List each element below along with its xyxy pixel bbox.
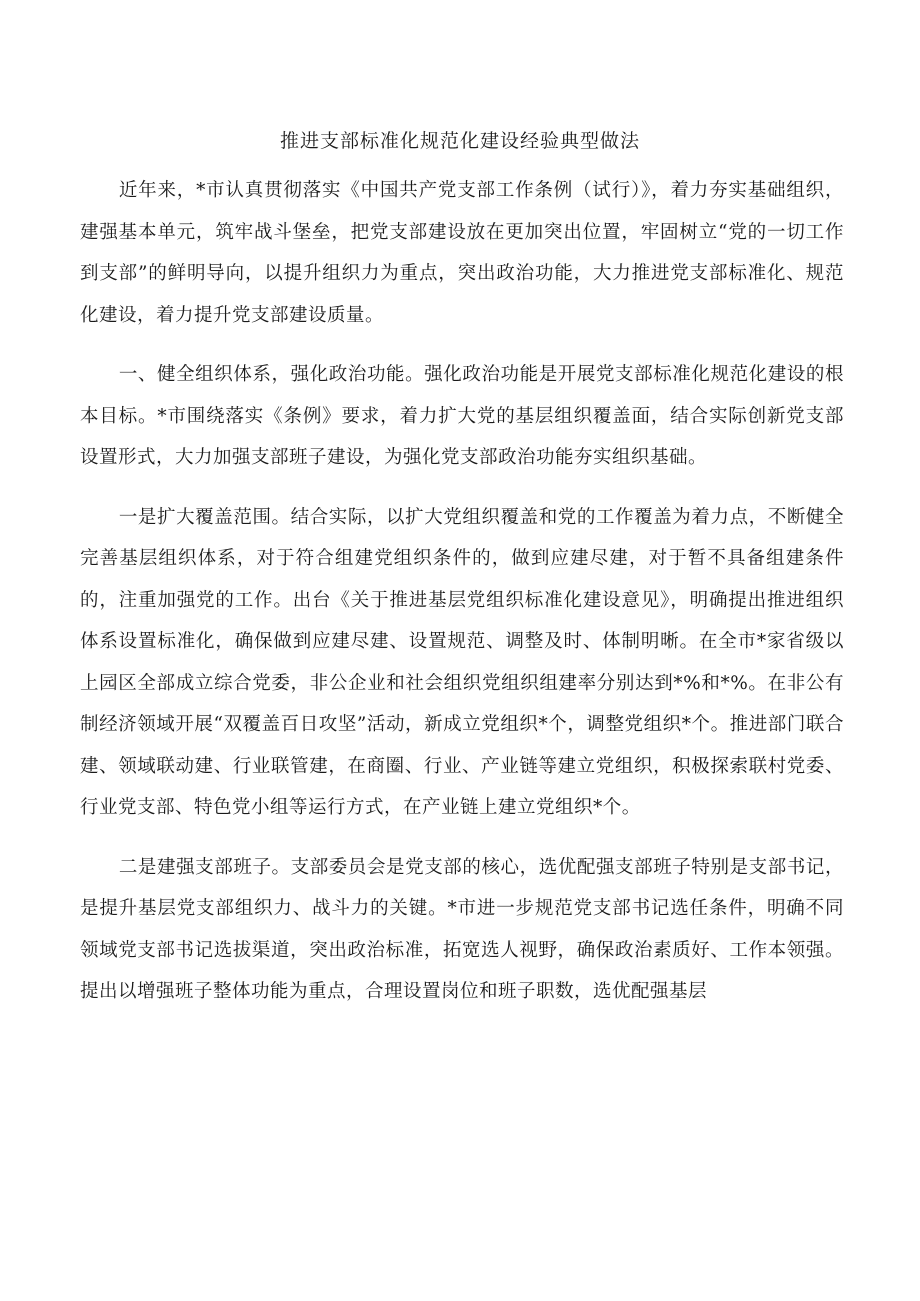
paragraph-strengthen-team: 二是建强支部班子。支部委员会是党支部的核心，选优配强支部班子特别是支部书记，是提升基层党支部组织力、战斗力的关键。*市进一步规范党支部书记选任条件，明确不同领域党支部书记选拔渠道，突出政治标准，拓宽选人视野，确保政治素质好、工作本领强。提出以增强班子整体功能为重点，合理设置岗位和班子职数，选优配强基层 bbox=[80, 856, 844, 1002]
paragraph-expand-coverage: 一是扩大覆盖范围。结合实际，以扩大党组织覆盖和党的工作覆盖为着力点，不断健全完善基层组织体系，对于符合组建党组织条件的，做到应建尽建，对于暂不具备组建条件的，注重加强党的工作。出台《关于推进基层党组织标准化建设意见》，明确提出推进组织体系设置标准化，确保做到应建尽建、设置规范、调整及时、体制明晰。在全市*家省级以上园区全部成立综合党委，非公企业和社会组织党组织组建率分别达到*%和*%。在非公有制经济领域开展“双覆盖百日攻坚”活动，新成立党组织*个，调整党组织*个。推进部门联合建、领域联动建、行业联管建，在商圈、行业、产业链等建立党组织，积极探索联村党委、行业党支部、特色党小组等运行方式，在产业链上建立党组织*个。 bbox=[80, 506, 844, 818]
document-title: 推进支部标准化规范化建设经验典型做法 bbox=[279, 130, 640, 152]
paragraph-section-one: 一、健全组织体系，强化政治功能。强化政治功能是开展党支部标准化规范化建设的根本目标。*市围绕落实《条例》要求，着力扩大党的基层组织覆盖面，结合实际创新党支部设置形式，大力加强支部班子建设，为强化党支部政治功能夯实组织基础。 bbox=[80, 364, 844, 468]
paragraph-intro: 近年来，*市认真贯彻落实《中国共产党支部工作条例（试行）》，着力夯实基础组织，建强基本单元，筑牢战斗堡垒，把党支部建设放在更加突出位置，牢固树立“党的一切工作到支部”的鲜明导向，以提升组织力为重点，突出政治功能，大力推进党支部标准化、规范化建设，着力提升党支部建设质量。 bbox=[80, 180, 844, 326]
document-body bbox=[80, 170, 844, 1031]
